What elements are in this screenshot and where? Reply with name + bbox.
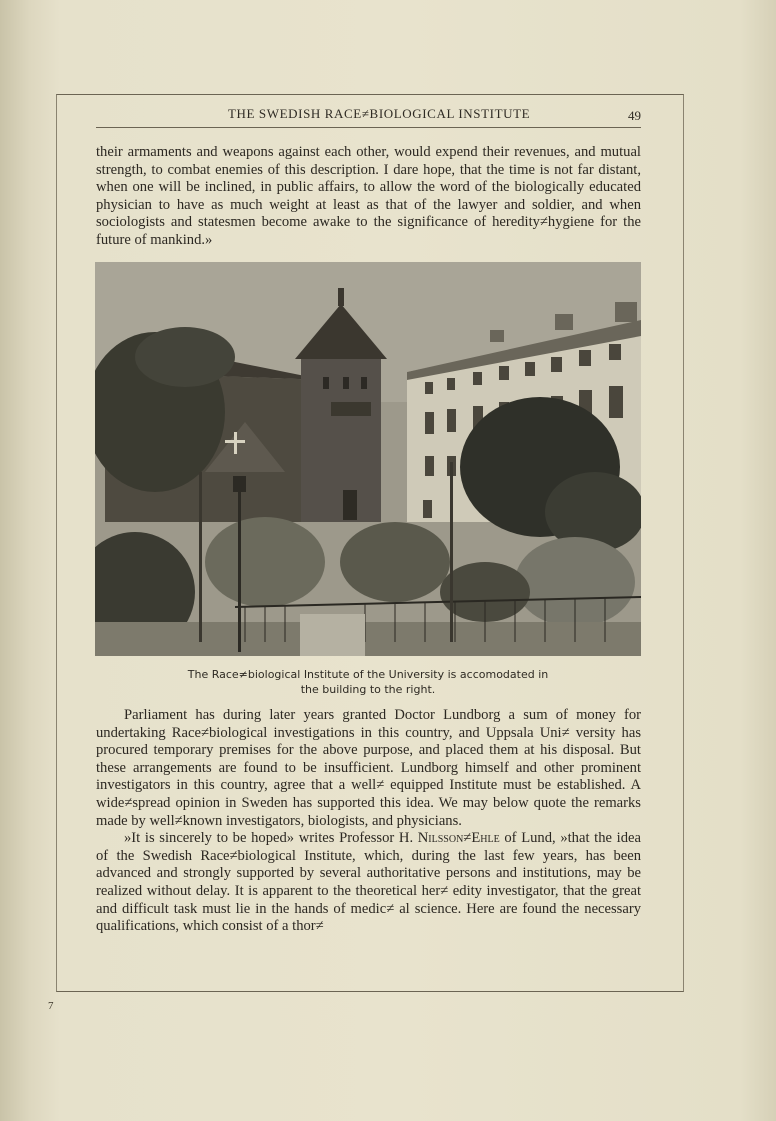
quote-body: of Lund, »that the idea of the Swedish Race≠biological Institute, which, during the last few years, has been advanced and strongly supported by several authoritative persons and institutions, may be realized without delay. It is apparent to the theoretical her≠ edity investigator, that the great and difficult task must lie in the hands of medic≠ al science. Here are found the necessary qualifications, which consist of a thor≠ <box>96 830 641 935</box>
top-text-block <box>96 144 641 250</box>
running-head: THE SWEDISH RACE≠BIOLOGICAL INSTITUTE <box>228 106 531 121</box>
photo-drawing <box>95 262 641 656</box>
page-number: 49 <box>628 108 641 123</box>
caption-line-1: The Race≠biological Institute of the University is accomodated in <box>187 668 549 681</box>
header-rule <box>96 127 641 128</box>
institute-photograph <box>95 262 641 656</box>
quote-opening: »It is sincerely to be hoped» writes Professor H. <box>124 830 418 847</box>
caption-line-2: the building to the right. <box>300 683 436 696</box>
signature-mark: 7 <box>48 1000 54 1012</box>
top-paragraph: their armaments and weapons against each other, would expend their revenues, and mutual strength, to combat enemies of this description. I dare hope, that the time is not far distant, when one will be inclined, in public affairs, to allow the word of the biologically educated physician to have as much weight at least as that of the lawyer and soldier, and when sociologists and statesmen become awake to the significance of heredity≠hygiene for the future of mankind.» <box>96 144 641 248</box>
bottom-text-block <box>96 707 641 936</box>
quoted-author-name: Nilsson≠Ehle <box>417 830 500 847</box>
figure-caption <box>150 667 586 697</box>
paragraph-parliament: Parliament has during later years granted Doctor Lundborg a sum of money for undertaking Race≠biological investigations in this country, and Uppsala Uni≠ versity has procured temporary premises for the above purpose, and placed them at his disposal. But these arrangements are found to be insufficient. Lundborg himself and other prominent investigators in this country, agree that a well≠ equipped Institute must be established. A wide≠spread opinion in Sweden has supported this idea. We may below quote the remarks made by well≠known investigators, biologists, and physicians. <box>96 707 641 829</box>
paragraph-quote <box>96 830 641 936</box>
